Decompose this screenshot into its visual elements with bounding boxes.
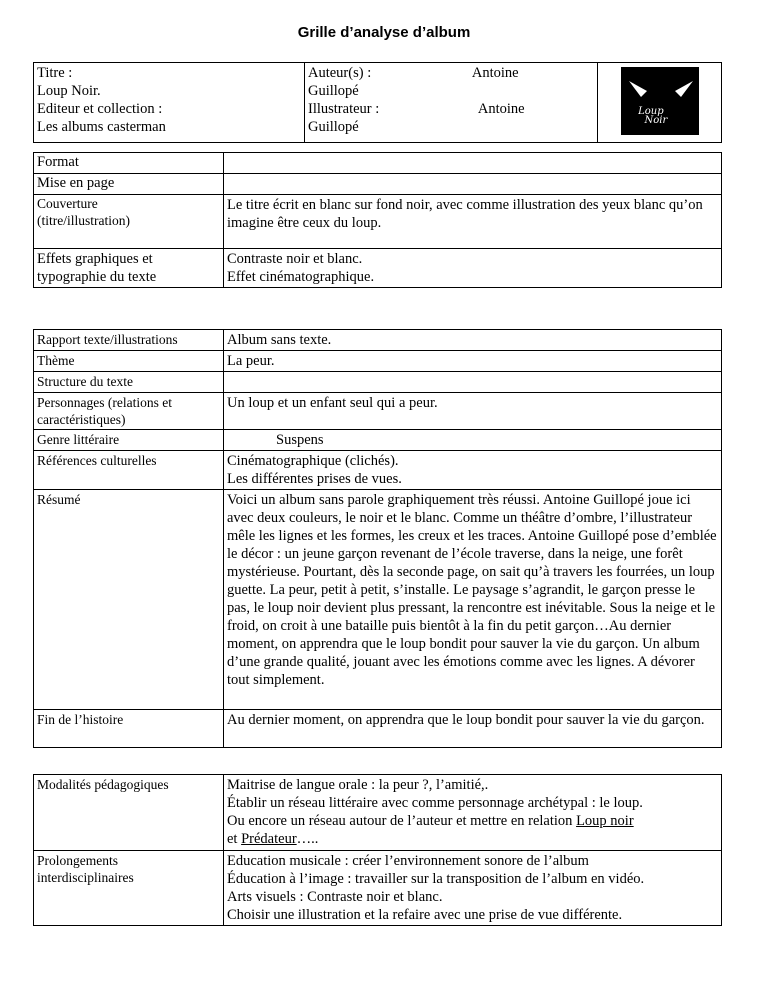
table-row bbox=[34, 393, 722, 430]
cover-logo-line2: Noir bbox=[644, 115, 668, 126]
author-cell bbox=[305, 63, 598, 143]
author-first: Antoine bbox=[471, 65, 519, 81]
row-value bbox=[224, 153, 722, 174]
content-table bbox=[33, 329, 722, 748]
row-value bbox=[224, 372, 722, 393]
row-value bbox=[224, 174, 722, 195]
row-value: La peur. bbox=[224, 351, 722, 372]
prolongements-label: Prolongements interdisciplinaires bbox=[34, 851, 224, 926]
illustrator-row bbox=[308, 100, 594, 118]
prolongements-value: Education musicale : créer l’environnement sonore de l’album Éducation à l’image : travailler sur la transposition de l’album en vidéo. Arts visuels : Contraste noir et blanc. Choisir une illustration et la refaire avec une prise de vue différente. bbox=[224, 851, 722, 926]
modalites-value bbox=[224, 775, 722, 851]
row-value: Cinématographique (clichés). Les différentes prises de vues. bbox=[224, 451, 722, 490]
row-value: Le titre écrit en blanc sur fond noir, avec comme illustration des yeux blanc qu’on imagine être ceux du loup. bbox=[224, 195, 722, 249]
table-row bbox=[34, 351, 722, 372]
row-label: Thème bbox=[34, 351, 224, 372]
table-row bbox=[34, 195, 722, 249]
illustrator-last: Guillopé bbox=[308, 119, 359, 135]
cover-logo-line1: Loup bbox=[638, 106, 664, 117]
title-value: Loup Noir. bbox=[37, 83, 101, 99]
row-label: Fin de l’histoire bbox=[34, 710, 224, 748]
predateur-link[interactable]: Prédateur bbox=[241, 831, 297, 847]
header-table bbox=[33, 62, 722, 143]
title-cell bbox=[34, 63, 305, 143]
table-row bbox=[34, 710, 722, 748]
cover-thumbnail bbox=[621, 67, 699, 135]
modalites-line: Maitrise de langue orale : la peur ?, l’amitié,. bbox=[227, 777, 489, 793]
table-row bbox=[34, 330, 722, 351]
row-label: Références culturelles bbox=[34, 451, 224, 490]
table-row bbox=[34, 775, 722, 851]
row-label: Genre littéraire bbox=[34, 430, 224, 451]
row-label: Personnages (relations et caractéristiques) bbox=[34, 393, 224, 430]
pedagogy-table bbox=[33, 774, 722, 926]
publisher-value: Les albums casterman bbox=[37, 119, 166, 135]
format-table bbox=[33, 152, 722, 288]
table-row bbox=[34, 851, 722, 926]
modalites-line: Ou encore un réseau autour de l’auteur et mettre en relation Loup noir bbox=[227, 813, 634, 829]
author-last: Guillopé bbox=[308, 83, 359, 99]
row-value: Contraste noir et blanc. Effet cinématographique. bbox=[224, 249, 722, 288]
row-value: Album sans texte. bbox=[224, 330, 722, 351]
cover-thumbnail-cell bbox=[598, 63, 722, 143]
row-label: Mise en page bbox=[34, 174, 224, 195]
row-label: Couverture (titre/illustration) bbox=[34, 195, 224, 249]
row-label: Résumé bbox=[34, 490, 224, 710]
row-label: Rapport texte/illustrations bbox=[34, 330, 224, 351]
table-row bbox=[34, 430, 722, 451]
row-value: Voici un album sans parole graphiquement très réussi. Antoine Guillopé joue ici avec deux couleurs, le noir et le blanc. Comme un théâtre d’ombre, l’illustrateur mêle les lignes et les formes, les creux et les traces. Antoine Guillopé pose d’emblée le décor : un jeune garçon revenant de l’école traverse, dans la neige, une forêt mystérieuse. Pourtant, dès la seconde page, on sait qu’à travers les fourrées, un loup guette. La peur, petit à petit, s’installe. Le paysage s’agrandit, le garçon presse le pas, le loup noir devient plus pressant, la rencontre est inévitable. Sous la neige et le froid, on croit à une bataille puis bientôt à la fin du petit garçon…Au dernier moment, on apprendra que le loup bondit pour sauver la vie du garçon. Un album d’une grande qualité, jouant avec les émotions comme avec les lignes. A dévorer tout simplement. bbox=[224, 490, 722, 710]
loup-noir-link[interactable]: Loup noir bbox=[576, 813, 634, 829]
modalites-label: Modalités pédagogiques bbox=[34, 775, 224, 851]
row-value: Au dernier moment, on apprendra que le loup bondit pour sauver la vie du garçon. bbox=[224, 710, 722, 748]
author-row bbox=[308, 64, 594, 82]
illustrator-first: Antoine bbox=[477, 101, 525, 117]
table-row bbox=[34, 451, 722, 490]
modalites-line: et Prédateur….. bbox=[227, 831, 319, 847]
illustrator-label: Illustrateur : bbox=[308, 101, 380, 117]
row-label: Structure du texte bbox=[34, 372, 224, 393]
table-row bbox=[34, 372, 722, 393]
author-label: Auteur(s) : bbox=[308, 65, 372, 81]
row-label: Effets graphiques et typographie du texte bbox=[34, 249, 224, 288]
table-row bbox=[34, 153, 722, 174]
row-label: Format bbox=[34, 153, 224, 174]
document-title: Grille d’analyse d’album bbox=[297, 24, 471, 41]
table-row bbox=[34, 174, 722, 195]
title-label: Titre : bbox=[37, 65, 73, 81]
table-row bbox=[34, 490, 722, 710]
row-value: Un loup et un enfant seul qui a peur. bbox=[224, 393, 722, 430]
row-value: Suspens bbox=[224, 430, 722, 451]
publisher-label: Editeur et collection : bbox=[37, 101, 163, 117]
table-row bbox=[34, 249, 722, 288]
modalites-line: Établir un réseau littéraire avec comme personnage archétypal : le loup. bbox=[227, 795, 643, 811]
